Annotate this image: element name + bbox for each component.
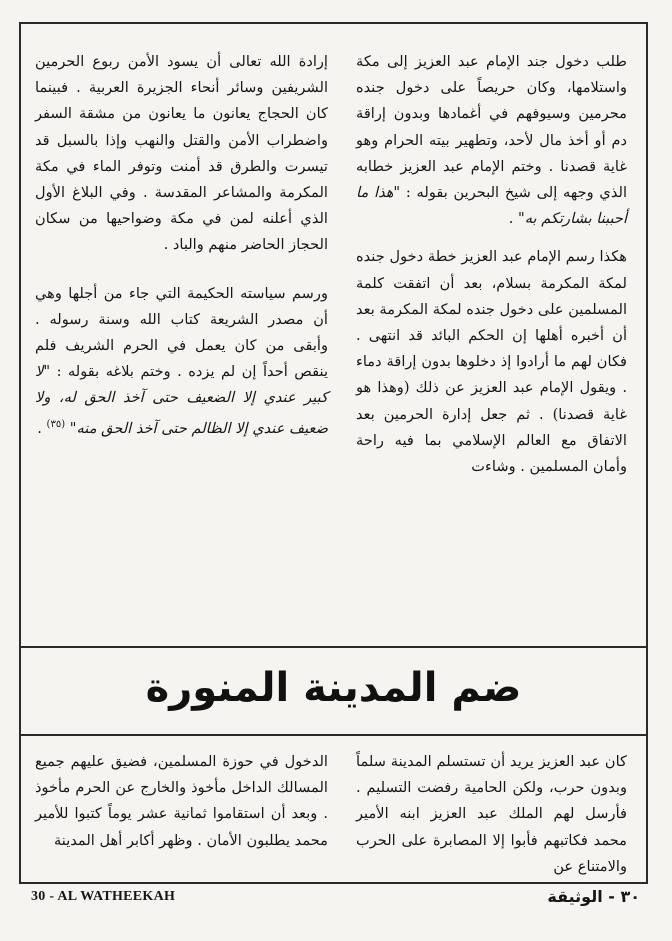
top-section bbox=[21, 24, 646, 646]
quote-text: "هذا ما أحببنا بشارتكم به" . bbox=[356, 184, 627, 228]
paragraph bbox=[35, 281, 328, 442]
paragraph bbox=[356, 49, 627, 232]
right-column-top bbox=[356, 49, 627, 480]
left-column-bottom bbox=[35, 749, 328, 854]
page-footer bbox=[19, 884, 648, 914]
heading-band bbox=[21, 646, 646, 734]
section-heading: ضم المدينة المنورة bbox=[145, 665, 522, 711]
footnote-ref: (٣٥) bbox=[46, 418, 66, 430]
page-frame bbox=[19, 22, 648, 884]
left-column-top bbox=[35, 49, 328, 442]
paragraph-end: . bbox=[37, 419, 42, 437]
quote-text: "لا كبير عندي إلا الضعيف حتى آخذ الحق له، ولا ضعيف عندي إلا الظالم حتى آخذ الحق منه" bbox=[35, 363, 328, 437]
paragraph: الدخول في حوزة المسلمين، فضيق عليهم جميع المسالك الداخل مأخوذ والخارج عن الحرم مأخوذ . وبعد أن استقاموا ثمانية عشر يوماً كتبوا للأمير محمد يطلبون الأمان . وظهر أكابر أهل المدينة bbox=[35, 753, 328, 849]
paragraph: هكذا رسم الإمام عبد العزيز خطة دخول جنده لمكة المكرمة بسلام، بعد أن اتفقت كلمة المسلمين على دخول جنده لمكة المكرمة بعد أن أخبره أهلها إن الحكم البائد قد انتهى . فكان لهم ما أرادوا إذ دخلوها بدون إراقة دماء . ويقول الإمام عبد العزيز عن ذلك (وهذا هو غاية قصدنا) . ثم جعل إدارة الحرمين بعد الاتفاق مع العالم الإسلامي بما فيه راحة وأمان المسلمين . وشاءت bbox=[356, 248, 627, 476]
paragraph: إرادة الله تعالى أن يسود الأمن ربوع الحرمين الشريفين وسائر أنحاء الجزيرة العربية . فبينما كان الحجاج يعانون ما يعانون من مشقة السفر واضطراب الأمن والقتل والنهب وإذا بالسبل قد تيسرت والطرق قد أمنت وتوفر الماء في مكة المكرمة والمشاعر المقدسة . وفي البلاغ الأول الذي أعلنه لمن في مكة وضواحيها من سكان الحجاز الحاضر منهم والباد . bbox=[35, 53, 328, 254]
bottom-section bbox=[21, 734, 646, 886]
paragraph: كان عبد العزيز يريد أن تستسلم المدينة سلماً وبدون حرب، ولكن الحامية رفضت التسليم . فأرسل لهم الملك عبد العزيز ابنه الأمير محمد فكاتبهم فأبوا إلا المصابرة على الحرب والامتناع عن bbox=[356, 753, 627, 875]
paragraph-text: طلب دخول جند الإمام عبد العزيز إلى مكة واستلامها، وكان حريصاً على دخول جنده محرمين وسيوفهم في أغمادها وبدون إراقة دم أو أخذ مال لأحد، وتطهير بيته الحرام وهو غاية قصدنا . وختم الإمام عبد العزيز خطابه الذي وجهه إلى شيخ البحرين بقوله : bbox=[356, 53, 627, 202]
footer-page-label-ar: ٣٠ - الوثيقة bbox=[547, 887, 640, 906]
right-column-bottom bbox=[356, 749, 627, 880]
footer-page-label-en: 30 - AL WATHEEKAH bbox=[31, 889, 176, 904]
paragraph-text: ورسم سياسته الحكيمة التي جاء من أجلها وهي أن مصدر الشريعة كتاب الله وسنة رسوله . وأبقى من كان يعمل في الحرم الشريف فلم ينقص أحداً إن لم يزده . وختم بلاغه بقوله : bbox=[35, 284, 329, 381]
